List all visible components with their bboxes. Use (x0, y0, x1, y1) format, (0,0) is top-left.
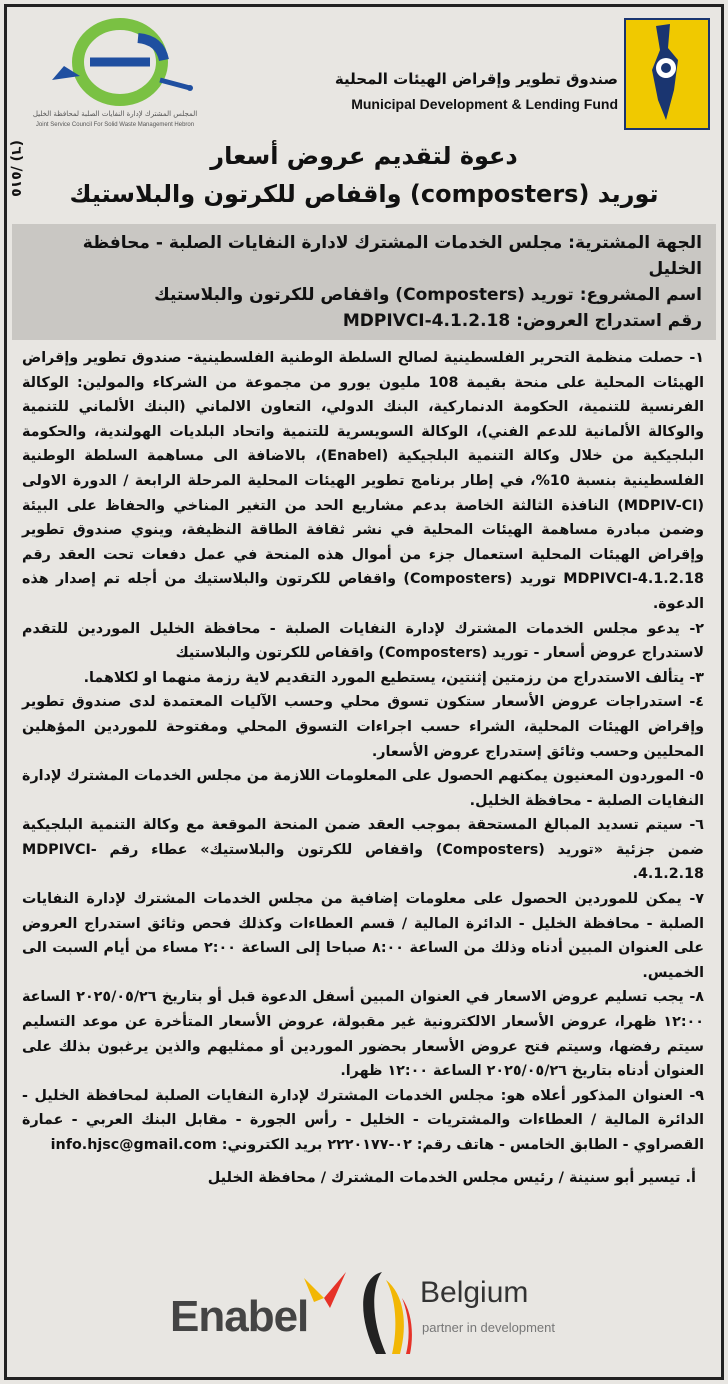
belgium-flag-mark-icon (352, 1268, 412, 1358)
signature: أ. تيسير أبو سنينة / رئيس مجلس الخدمات المشترك / محافظة الخليل (207, 1169, 696, 1186)
belgium-logo-text: Belgium (420, 1276, 529, 1309)
mdlf-arabic-name: صندوق تطوير وإقراض الهيئات المحلية (334, 70, 618, 88)
paragraph-7: ٧- يمكن للموردين الحصول على معلومات إضافية من مجلس الخدمات المشترك لإدارة النفايات الصلبة - محافظة الخليل - الدائرة المالية / قسم العطاءات وكذلك فحص وثائق استدراج العروض على العنوان المبين أدناه وذلك من الساعة ٨:٠٠ صباحا إلى الساعة ٢:٠٠ مساء من أيام السبت الى الخميس. (22, 891, 705, 981)
mdlf-logo (624, 18, 710, 130)
header (10, 8, 718, 136)
paragraph-9: ٩- العنوان المذكور أعلاه هو: مجلس الخدمات المشترك لإدارة النفايات الصلبة لمحافظة الخليل - الدائرة المالية / العطاءات والمشتريات - الخليل - رأس الجورة - مقابل البنك العربي - عمارة القصراوي - الطابق الخامس - هاتف رقم: ٠٢-٢٢٢٠١٧٧ بريد الكتروني: info.hjsc@gmail.com (22, 1087, 704, 1153)
paragraph-4: ٤- استدراجات عروض الأسعار ستكون تسوق محلي وحسب الآليات المعتمدة لدى صندوق تطوير وإقراض الهيئات المحلية، الشراء حسب اجراءات التسوق المحلي ومفتوحة للموردين المؤهلين المحليين وحسب وثائق إستدراج عروض الأسعار. (22, 694, 704, 760)
rfq-number-line: رقم استدراج العروض: MDPIVCI-4.1.2.18 (342, 311, 702, 331)
recycle-e-icon (20, 18, 210, 108)
paragraph-2: ٢- يدعو مجلس الخدمات المشترك لإدارة النفايات الصلبة - محافظة الخليل الموردين للتقدم لاستدراج عروض أسعار - توريد (Composters) واقفاص للكرتون والبلاستيك (22, 620, 704, 662)
page-border (4, 4, 724, 1380)
paragraph-3: ٣- يتألف الاستدراج من رزمتين إثنتين، يستطيع المورد التقديم لاية رزمة منهما او لكلاهما. (83, 669, 704, 686)
jsc-arabic-name: المجلس المشترك لإدارة النفايات الصلبة لمحافظة الخليل (32, 110, 198, 118)
palestine-map-icon (626, 20, 708, 128)
jsc-logo (20, 18, 210, 130)
jsc-english-name: Joint Service Council For Solid Waste Management Hebron (35, 122, 195, 128)
mdlf-logo-block (334, 18, 710, 128)
enabel-logo-text: Enabel (170, 1292, 309, 1341)
footer-logos (0, 1262, 728, 1372)
paragraph-5: ٥- الموردون المعنيون يمكنهم الحصول على المعلومات اللازمة من مجلس الخدمات المشترك لإدارة النفايات الصلبة - محافظة الخليل. (22, 768, 704, 809)
enabel-mark-icon (300, 1268, 350, 1328)
sub-title: توريد (composters) واقفاص للكرتون والبلاستيك (69, 180, 659, 208)
belgium-tagline: partner in development (422, 1320, 555, 1335)
paragraph-8: ٨- يجب تسليم عروض الاسعار في العنوان المبين أسفل الدعوة قبل أو بتاريخ ٢٠٢٥/٠٥/٢٦ الساعة ١٢:٠٠ ظهرا، عروض الأسعار الالكترونية غير مقبولة، عروض الأسعار المتأخرة عن موعد التسليم سيتم رفضها، وسيتم فتح عروض الأسعار بحضور الموردين أو ممثليهم والذين يرغبون بذلك على العنوان أدناه بتاريخ ٢٠٢٥/٠٥/٢٦ الساعة ١٢:٠٠ ظهرا. (22, 989, 704, 1080)
project-name-line: اسم المشروع: توريد (Composters) واقفاص للكرتون والبلاستيك (154, 285, 702, 305)
paragraph-1: ١- حصلت منظمة التحرير الفلسطينية لصالح السلطة الوطنية الفلسطينية- صندوق تطوير وإقراض الهيئات المحلية على منحة بقيمة 108 مليون يورو من مجموعة من الشركاء والمولين: الوكالة الفرنسية للتنمية، الحكومة الدنماركية، البنك الدولي، التعاون الالماني (البنك الألماني للتنمية والوكالة الألمانية للدعم الفني)، الوكالة السويسرية للتنمية واتحاد البلديات الهولندية، والحكومة البلجيكية من خلال وكالة التنمية البلجيكية (Enabel)، بالاضافة الى مساهمة السلطة الوطنية الفلسطينية بنسبة 10%، في إطار برنامج تطوير الهيئات المحلية المرحلة الرابعة / الدورة الاولى (MDPIV-CI) النافذة الثالثة الخاصة بدعم مشاريع الحد من التغير المناخي والحفاظ على البيئة وضمن مبادرة مساهمة الهيئات المحلية في نشر ثقافة الطاقة النظيفة، وينوي صندوق تطوير وإقراض الهيئات المحلية استعمال جزء من أموال هذه المنحة في عمل دفعات تحت العقد رقم MDPIVCI-4.1.2.18 توريد (Composters) واقفاص للكرتون والبلاستيك من أجله تم إصدار هذه الدعوة. (22, 350, 705, 612)
paragraph-6: ٦- سيتم تسديد المبالغ المستحقة بموجب العقد ضمن المنحة الموقعة مع وكالة التنمية البلجيكية ضمن جزئية «توريد (Composters) واقفاص للكرتون والبلاستيك» عطاء رقم MDPIVCI-4.1.2.18. (22, 817, 704, 883)
main-title: دعوة لتقديم عروض أسعار (210, 142, 518, 170)
purchaser-line: الجهة المشترية: مجلس الخدمات المشترك لادارة النفايات الصلبة - محافظة الخليل (82, 233, 702, 279)
mdlf-english-name: Municipal Development & Lending Fund (351, 96, 618, 112)
reference-number: ٥١٥/ (٦) (8, 140, 24, 197)
